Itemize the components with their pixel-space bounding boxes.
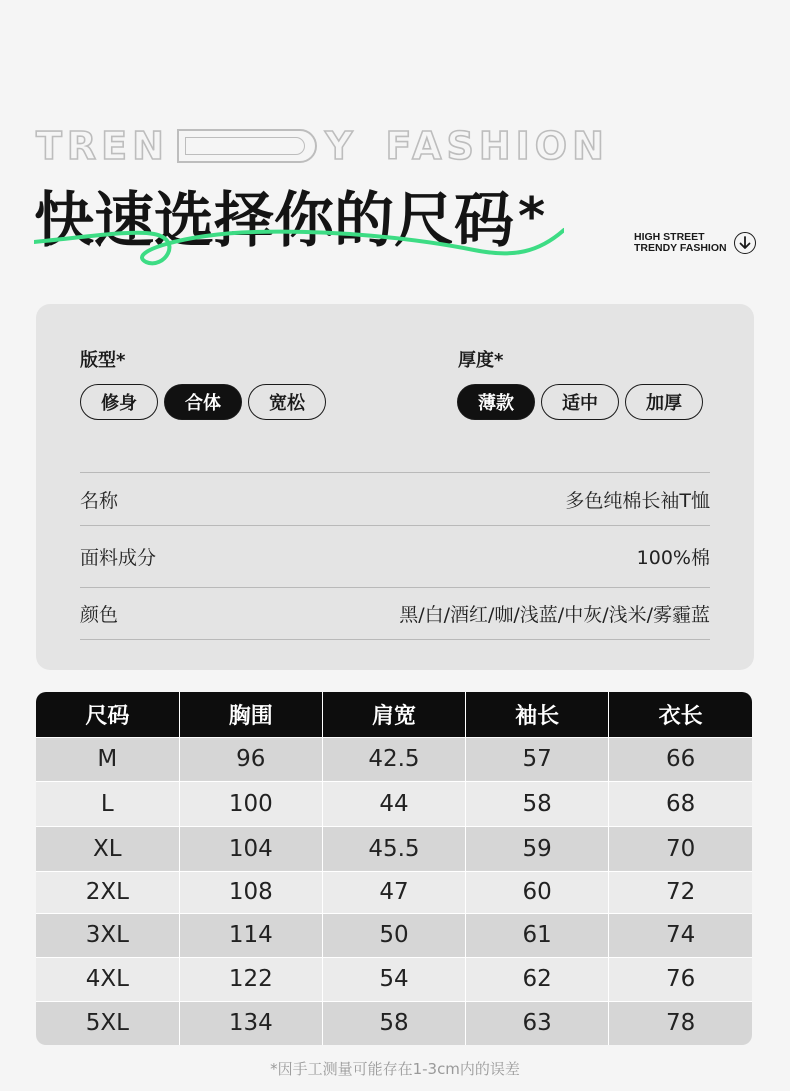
thickness-option-thick[interactable]: 加厚 bbox=[625, 384, 703, 420]
col-header-length: 衣长 bbox=[609, 692, 752, 737]
table-cell: 50 bbox=[322, 913, 465, 957]
table-cell: L bbox=[36, 781, 179, 826]
measurement-note: *因手工测量可能存在1-3cm内的误差 bbox=[270, 1060, 520, 1078]
table-cell: 66 bbox=[609, 737, 752, 781]
thickness-label: 厚度* bbox=[458, 350, 504, 371]
trend-text-right: Y bbox=[324, 124, 358, 168]
table-cell: 42.5 bbox=[322, 737, 465, 781]
table-row bbox=[36, 1001, 752, 1045]
table-cell: 78 bbox=[609, 1001, 752, 1045]
detail-value: 黑/白/酒红/咖/浅蓝/中灰/浅米/雾霾蓝 bbox=[399, 604, 710, 626]
thickness-option-medium[interactable]: 适中 bbox=[541, 384, 619, 420]
fit-option-slim[interactable]: 修身 bbox=[80, 384, 158, 420]
table-cell: 58 bbox=[466, 781, 609, 826]
table-cell: 47 bbox=[322, 871, 465, 913]
thickness-options bbox=[457, 384, 703, 420]
table-cell: 62 bbox=[466, 957, 609, 1001]
detail-row-material bbox=[80, 525, 710, 587]
table-cell: 100 bbox=[179, 781, 322, 826]
table-cell: XL bbox=[36, 826, 179, 871]
detail-label: 名称 bbox=[80, 489, 119, 512]
trend-text-fashion: FASHION bbox=[385, 124, 609, 168]
detail-row-color bbox=[80, 587, 710, 640]
table-row bbox=[36, 913, 752, 957]
table-cell: 44 bbox=[322, 781, 465, 826]
detail-value: 多色纯棉长袖T恤 bbox=[565, 489, 710, 512]
table-cell: 72 bbox=[609, 871, 752, 913]
page-title bbox=[34, 180, 545, 262]
table-cell: 114 bbox=[179, 913, 322, 957]
table-cell: 108 bbox=[179, 871, 322, 913]
page-title-text: 快速选择你的尺码 bbox=[34, 186, 514, 256]
table-row bbox=[36, 957, 752, 1001]
table-cell: 59 bbox=[466, 826, 609, 871]
table-cell: 70 bbox=[609, 826, 752, 871]
table-cell: 58 bbox=[322, 1001, 465, 1045]
table-cell: 68 bbox=[609, 781, 752, 826]
col-header-shoulder: 肩宽 bbox=[322, 692, 465, 737]
table-cell: M bbox=[36, 737, 179, 781]
table-cell: 122 bbox=[179, 957, 322, 1001]
detail-label: 颜色 bbox=[80, 604, 119, 626]
table-cell: 61 bbox=[466, 913, 609, 957]
tag-line-2: TRENDY FASHION bbox=[634, 242, 727, 254]
detail-value: 100%棉 bbox=[636, 547, 710, 569]
table-row bbox=[36, 737, 752, 781]
fit-options bbox=[80, 384, 326, 420]
title-star: * bbox=[518, 187, 546, 247]
table-header-row bbox=[36, 692, 752, 737]
high-street-tag bbox=[634, 232, 727, 254]
table-row bbox=[36, 826, 752, 871]
table-cell: 45.5 bbox=[322, 826, 465, 871]
col-header-size: 尺码 bbox=[36, 692, 179, 737]
tag-line-1: HIGH STREET bbox=[634, 231, 705, 243]
table-cell: 74 bbox=[609, 913, 752, 957]
table-cell: 57 bbox=[466, 737, 609, 781]
col-header-chest: 胸围 bbox=[179, 692, 322, 737]
product-info-card bbox=[36, 304, 754, 670]
table-cell: 4XL bbox=[36, 957, 179, 1001]
fit-label: 版型* bbox=[80, 350, 126, 371]
fit-option-regular[interactable]: 合体 bbox=[164, 384, 242, 420]
table-cell: 96 bbox=[179, 737, 322, 781]
table-cell: 54 bbox=[322, 957, 465, 1001]
table-cell: 3XL bbox=[36, 913, 179, 957]
col-header-sleeve: 袖长 bbox=[466, 692, 609, 737]
pill-shape-decoration bbox=[177, 129, 317, 163]
table-row bbox=[36, 781, 752, 826]
table-cell: 76 bbox=[609, 957, 752, 1001]
table-cell: 60 bbox=[466, 871, 609, 913]
table-cell: 104 bbox=[179, 826, 322, 871]
trend-text-left: TREN bbox=[36, 124, 169, 168]
arrow-down-circle-icon bbox=[734, 232, 756, 254]
table-cell: 134 bbox=[179, 1001, 322, 1045]
fit-option-loose[interactable]: 宽松 bbox=[248, 384, 326, 420]
table-row bbox=[36, 871, 752, 913]
table-cell: 63 bbox=[466, 1001, 609, 1045]
detail-label: 面料成分 bbox=[80, 547, 157, 569]
table-cell: 2XL bbox=[36, 871, 179, 913]
product-details bbox=[80, 472, 710, 640]
thickness-option-thin[interactable]: 薄款 bbox=[457, 384, 535, 420]
trendy-fashion-outline-title bbox=[36, 124, 609, 168]
table-cell: 5XL bbox=[36, 1001, 179, 1045]
size-table bbox=[36, 692, 752, 1045]
detail-row-name bbox=[80, 472, 710, 525]
